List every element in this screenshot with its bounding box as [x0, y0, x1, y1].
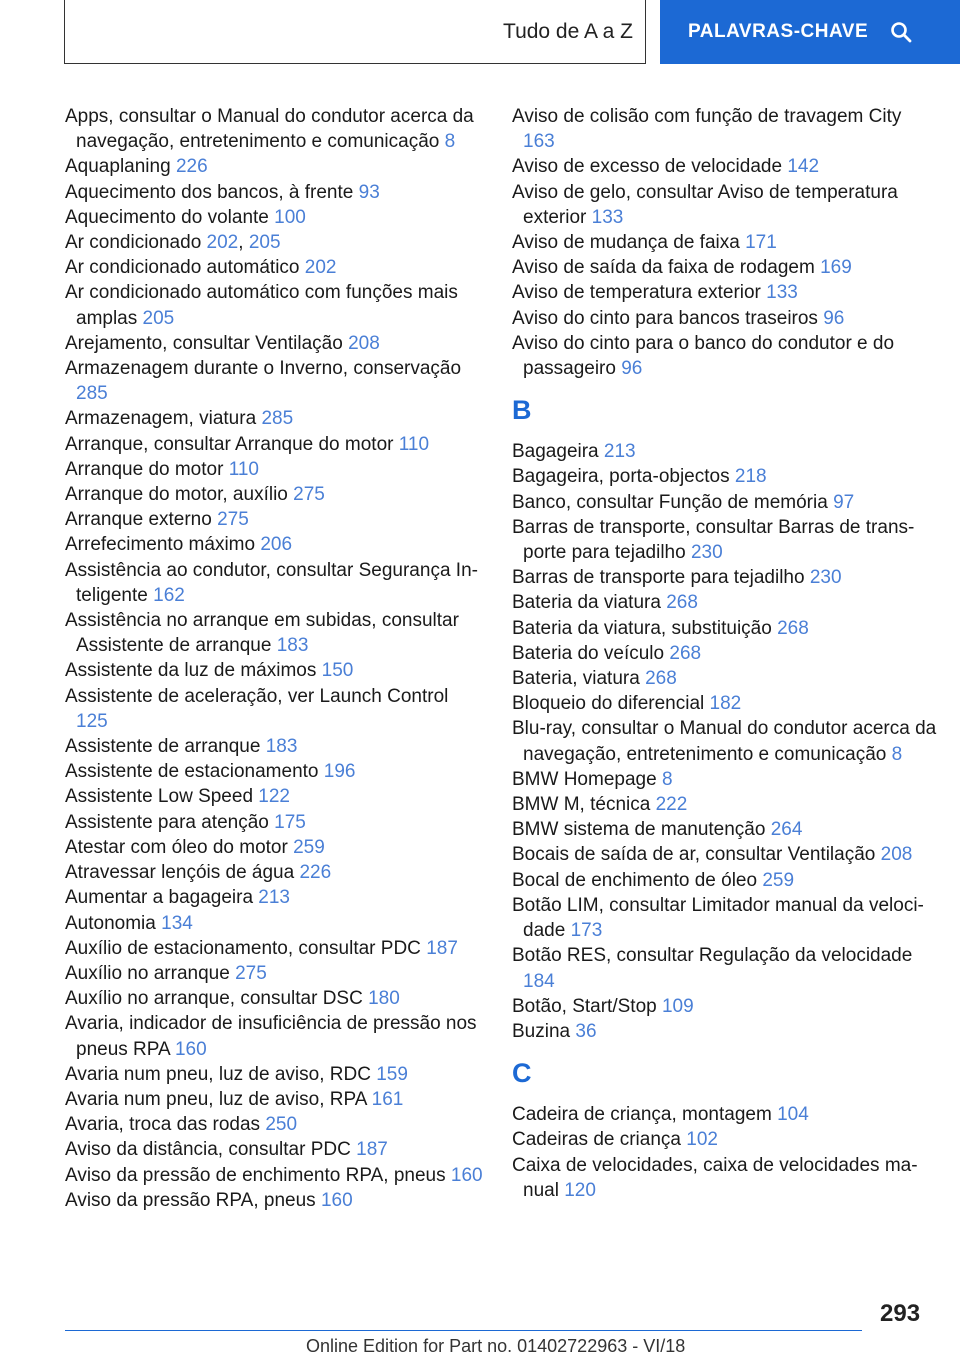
- index-entry-text: Arejamento, consultar Ventilação: [65, 332, 343, 354]
- index-entry-text: Aviso da pressão de enchimento RPA, pneus: [65, 1164, 446, 1186]
- index-entry-text: Aviso do cinto para bancos traseiros: [512, 307, 818, 329]
- tab-keywords-label: PALAVRAS-CHAVE: [688, 21, 869, 42]
- index-entry-text: Auxílio de estacionamento, consultar PDC: [65, 937, 421, 959]
- index-entry: [65, 608, 485, 658]
- index-entry: [65, 759, 485, 784]
- page-link[interactable]: 96: [823, 307, 845, 329]
- page-link[interactable]: 250: [265, 1114, 298, 1136]
- index-entry-text: Bagageira: [512, 441, 599, 463]
- page-link[interactable]: 96: [621, 358, 643, 380]
- index-entry: [512, 1153, 937, 1203]
- index-entry-text: Avaria, indicador de insuficiência de pressão nos pneus RPA: [65, 1013, 477, 1060]
- index-entry-text: Aviso da distância, consultar PDC: [65, 1139, 351, 1161]
- page-link[interactable]: 275: [235, 962, 267, 984]
- index-entry: [512, 255, 937, 280]
- page-link[interactable]: 97: [833, 491, 855, 513]
- index-entry-text: Bateria da viatura, substituição: [512, 617, 772, 639]
- index-entry: [512, 104, 937, 154]
- index-entry-text: Botão LIM, consultar Limitador manual da velocidade: [512, 894, 924, 942]
- page-link[interactable]: 268: [645, 668, 677, 690]
- index-entry: [512, 943, 937, 993]
- page-link[interactable]: 8: [444, 131, 456, 153]
- page-link[interactable]: 102: [686, 1129, 718, 1151]
- page-link[interactable]: 100: [274, 206, 306, 228]
- index-entry-text: Aviso da pressão RPA, pneus: [65, 1189, 316, 1211]
- page-link[interactable]: 36: [575, 1020, 597, 1042]
- index-entry-text: Apps, consultar o Manual do condutor acerca da navegação, entretenimento e comunicação: [65, 106, 474, 153]
- index-entry: [512, 842, 937, 867]
- page-link[interactable]: 259: [762, 869, 795, 891]
- index-entry-text: Banco, consultar Função de memória: [512, 491, 828, 513]
- index-entry-text: Bocais de saída de ar, consultar Ventilação: [512, 844, 876, 866]
- index-entry-text: Aviso de gelo, consultar Aviso de temperatura exterior: [512, 181, 898, 228]
- index-entry-text: Bocal de enchimento de óleo: [512, 869, 758, 891]
- index-entry: [65, 255, 485, 280]
- page-link[interactable]: 161: [371, 1088, 404, 1110]
- index-entry-text: Auxílio no arranque, consultar DSC: [65, 988, 363, 1010]
- index-entry: [65, 684, 485, 734]
- page-link[interactable]: 120: [564, 1179, 596, 1201]
- tab-a-to-z-label: Tudo de A a Z: [503, 19, 633, 43]
- page-link[interactable]: 218: [734, 466, 767, 488]
- index-entry: [65, 104, 485, 154]
- index-entry-text: Arranque, consultar Arranque do motor: [65, 433, 394, 455]
- index-entry-text: Cadeira de criança, montagem: [512, 1104, 772, 1126]
- page-link[interactable]: 230: [690, 542, 723, 564]
- index-entry: [65, 936, 485, 961]
- page-link[interactable]: 162: [153, 584, 185, 606]
- index-entry: [65, 1011, 485, 1061]
- index-entry: [512, 280, 937, 305]
- page-link[interactable]: 285: [76, 383, 108, 405]
- index-entry: [512, 490, 937, 515]
- index-entry-text: Bagageira, porta-objectos: [512, 466, 730, 488]
- page-link[interactable]: 183: [276, 635, 309, 657]
- index-entry: [512, 230, 937, 255]
- index-entry: [512, 994, 937, 1019]
- index-entry: [512, 464, 937, 489]
- page-link[interactable]: 208: [348, 332, 380, 354]
- index-entry-text: Bateria, viatura: [512, 668, 640, 690]
- index-column-left: [65, 104, 485, 1213]
- page-link[interactable]: 205: [248, 232, 281, 254]
- index-entry: [512, 1102, 937, 1127]
- index-entry-text: Bateria da viatura: [512, 592, 661, 614]
- footer-divider: [65, 1330, 862, 1331]
- index-entry: [65, 406, 485, 431]
- index-entry-text: Autonomia: [65, 912, 156, 934]
- page-link[interactable]: 150: [321, 660, 354, 682]
- page-link[interactable]: 173: [570, 920, 603, 942]
- index-entry: [512, 641, 937, 666]
- page-link[interactable]: 169: [820, 257, 852, 279]
- index-entry: [512, 515, 937, 565]
- page-link[interactable]: 230: [809, 567, 842, 589]
- index-entry-text: BMW Homepage: [512, 768, 657, 790]
- index-entry: [512, 590, 937, 615]
- index-entry: [65, 860, 485, 885]
- index-entry-text: Blu-ray, consultar o Manual do condutor acerca da navegação, entretenimento e comunicação: [512, 718, 937, 765]
- index-entry: [65, 734, 485, 759]
- page-link[interactable]: 202: [304, 257, 337, 279]
- page-link[interactable]: 196: [323, 761, 356, 783]
- index-entry-text: Assistência no arranque em subidas, consultar Assistente de arranque: [65, 610, 459, 657]
- index-entry: [65, 205, 485, 230]
- page-link[interactable]: 213: [258, 887, 290, 909]
- index-entry-text: Avaria num pneu, luz de aviso, RDC: [65, 1063, 371, 1085]
- index-entry-text: Aviso de colisão com função de travagem City: [512, 106, 902, 127]
- index-entry-text: Assistente da luz de máximos: [65, 660, 317, 682]
- page-link[interactable]: 268: [666, 592, 698, 614]
- index-entry: [65, 1112, 485, 1137]
- index-entry-text: Assistente de arranque: [65, 736, 261, 758]
- index-entry: [512, 306, 937, 331]
- index-entry-text: BMW M, técnica: [512, 794, 651, 816]
- index-entry-text: Auxílio no arranque: [65, 962, 230, 984]
- index-entry-text: Aumentar a bagageira: [65, 887, 254, 909]
- index-entry-text: Aquecimento do volante: [65, 206, 269, 228]
- index-entry: [65, 1087, 485, 1112]
- index-entry: [65, 835, 485, 860]
- page-link[interactable]: 163: [523, 131, 555, 153]
- page-link[interactable]: 264: [770, 819, 803, 841]
- index-entry: [512, 817, 937, 842]
- index-entry-text: Ar condicionado automático com funções mais amplas: [65, 282, 458, 329]
- page-link[interactable]: 109: [661, 995, 694, 1017]
- page-link[interactable]: 125: [76, 710, 108, 732]
- page-link[interactable]: 175: [274, 811, 306, 833]
- index-entry-text: Armazenagem, viatura: [65, 408, 257, 430]
- page-link[interactable]: 213: [603, 441, 636, 463]
- section-letter: C: [512, 1058, 532, 1089]
- page-link[interactable]: 110: [398, 433, 430, 455]
- page-link[interactable]: 187: [426, 937, 458, 959]
- index-entry: [65, 1163, 485, 1188]
- page-number: 293: [880, 1300, 921, 1327]
- page-link[interactable]: 275: [217, 509, 249, 531]
- page-link[interactable]: 222: [655, 794, 688, 816]
- index-entry-text: Ar condicionado: [65, 232, 202, 254]
- index-entry-text: Arranque externo: [65, 509, 212, 531]
- index-entry: [65, 180, 485, 205]
- tab-keywords[interactable]: [660, 0, 960, 64]
- header: [0, 0, 960, 66]
- index-entry: [65, 280, 485, 330]
- index-entry: [512, 691, 937, 716]
- index-entry-text: Botão, Start/Stop: [512, 995, 657, 1017]
- page-link[interactable]: 184: [523, 970, 555, 992]
- index-entry-text: Caixa de velocidades, caixa de velocidades manual: [512, 1154, 918, 1201]
- index-entry-text: Avaria num pneu, luz de aviso, RPA: [65, 1088, 367, 1110]
- index-entry: [65, 331, 485, 356]
- index-column-right: [512, 104, 937, 1203]
- index-entry-text: Assistente de estacionamento: [65, 761, 319, 783]
- index-entry-text: Ar condicionado automático: [65, 257, 300, 279]
- page-link[interactable]: 93: [358, 181, 380, 203]
- index-entry: [512, 154, 937, 179]
- index-entry: [512, 180, 937, 230]
- index-entry-text: Assistência ao condutor, consultar Segurança Inteligente: [65, 559, 478, 606]
- index-entry-text: Arrefecimento máximo: [65, 534, 256, 556]
- index-entry-text: Aviso do cinto para o banco do condutor e do passageiro: [512, 332, 895, 380]
- section-letter: B: [512, 395, 532, 426]
- index-entry: [512, 666, 937, 691]
- index-entry-text: Aquecimento dos bancos, à frente: [65, 181, 354, 203]
- page-link[interactable]: 268: [777, 617, 809, 639]
- index-entry: [65, 986, 485, 1011]
- page-link[interactable]: 187: [356, 1139, 388, 1161]
- page-link[interactable]: 206: [260, 534, 293, 556]
- page-link[interactable]: 160: [450, 1164, 483, 1186]
- page-link[interactable]: 208: [880, 844, 913, 866]
- index-entry: [65, 457, 485, 482]
- index-entry: [512, 868, 937, 893]
- index-entry-text: Assistente de aceleração, ver Launch Control: [65, 685, 449, 707]
- index-entry: [512, 767, 937, 792]
- page-link[interactable]: 159: [376, 1063, 408, 1085]
- index-entry: [65, 432, 485, 457]
- index-entry: [512, 565, 937, 590]
- page-link[interactable]: 134: [161, 912, 193, 934]
- index-entry: [512, 716, 937, 766]
- index-entry: [65, 507, 485, 532]
- index-entry: [65, 356, 485, 406]
- page-link[interactable]: 104: [777, 1104, 809, 1126]
- index-entry-text: Barras de transporte para tejadilho: [512, 567, 805, 589]
- page-link[interactable]: 202: [206, 232, 239, 254]
- index-entry-text: Bateria do veículo: [512, 642, 665, 664]
- page-link[interactable]: 133: [766, 282, 798, 304]
- page-link[interactable]: 160: [320, 1189, 353, 1211]
- index-entry: [65, 482, 485, 507]
- index-entry: [512, 1127, 937, 1152]
- index-entry: [512, 331, 937, 381]
- index-entry-text: Arranque do motor: [65, 458, 224, 480]
- index-entry-text: Cadeiras de criança: [512, 1129, 681, 1151]
- index-entry: Ar condicionado 202, 205: [65, 232, 281, 254]
- footer-edition-text: Online Edition for Part no. 01402722963 - VI/18: [306, 1336, 686, 1356]
- index-entry-text: Aviso de saída da faixa de rodagem: [512, 257, 815, 279]
- page-link[interactable]: 285: [261, 408, 294, 430]
- index-entry: [65, 1062, 485, 1087]
- index-entry-text: Bloqueio do diferencial: [512, 693, 705, 715]
- index-entry: [65, 1137, 485, 1162]
- index-entry-text: Atestar com óleo do motor: [65, 836, 288, 858]
- index-entry-text: Arranque do motor, auxílio: [65, 484, 288, 506]
- page-link[interactable]: 183: [265, 736, 298, 758]
- index-entry: [65, 885, 485, 910]
- page-link[interactable]: 275: [293, 484, 325, 506]
- index-entry: [512, 893, 937, 943]
- page-link[interactable]: 171: [745, 232, 777, 254]
- index-entry-text: Aviso de excesso de velocidade: [512, 156, 783, 178]
- index-entry: [65, 961, 485, 986]
- index-entry: [65, 154, 485, 179]
- index-entry: [65, 810, 485, 835]
- index-entry: [65, 1188, 485, 1213]
- index-entry-text: Aquaplaning: [65, 156, 171, 178]
- index-entry: [512, 439, 937, 464]
- page-link[interactable]: 226: [299, 862, 332, 884]
- page-link[interactable]: 259: [293, 836, 325, 858]
- index-entry: [512, 616, 937, 641]
- index-entry: [512, 1019, 937, 1044]
- index-entry: [65, 784, 485, 809]
- page-link[interactable]: 8: [661, 768, 673, 790]
- page-link[interactable]: 226: [175, 156, 208, 178]
- page-link[interactable]: 180: [368, 988, 400, 1010]
- tab-a-to-z[interactable]: [64, 0, 646, 64]
- page-link[interactable]: 133: [591, 206, 624, 228]
- index-entry-text: Assistente Low Speed: [65, 786, 254, 808]
- page-link[interactable]: 8: [891, 743, 903, 765]
- index-entry-text: Armazenagem durante o Inverno, conservação: [65, 358, 462, 380]
- index-entry-text: Botão RES, consultar Regulação da velocidade: [512, 945, 913, 967]
- index-entry-text: Assistente para atenção: [65, 811, 269, 833]
- page-link[interactable]: 160: [174, 1038, 207, 1060]
- page-link[interactable]: 182: [709, 693, 742, 715]
- index-entry: [65, 658, 485, 683]
- index-entry-text: Aviso de mudança de faixa: [512, 232, 740, 254]
- search-icon: [890, 21, 912, 43]
- index-entry: [65, 911, 485, 936]
- page-link[interactable]: 142: [787, 156, 820, 178]
- index-entry-text: Avaria, troca das rodas: [65, 1114, 261, 1136]
- index-entry: [65, 558, 485, 608]
- page-link[interactable]: 122: [258, 786, 290, 808]
- page-link[interactable]: 205: [142, 307, 175, 329]
- index-entry-text: Buzina: [512, 1020, 571, 1042]
- index-entry: [512, 792, 937, 817]
- index-entry-text: Aviso de temperatura exterior: [512, 282, 761, 304]
- index-entry-text: BMW sistema de manutenção: [512, 819, 766, 841]
- index-entry-text: Atravessar lençóis de água: [65, 862, 295, 884]
- page-link[interactable]: 110: [228, 458, 259, 480]
- index-entry: [65, 532, 485, 557]
- index-entry-text: Barras de transporte, consultar Barras de transporte para tejadilho: [512, 516, 915, 564]
- page-link[interactable]: 268: [669, 642, 702, 664]
